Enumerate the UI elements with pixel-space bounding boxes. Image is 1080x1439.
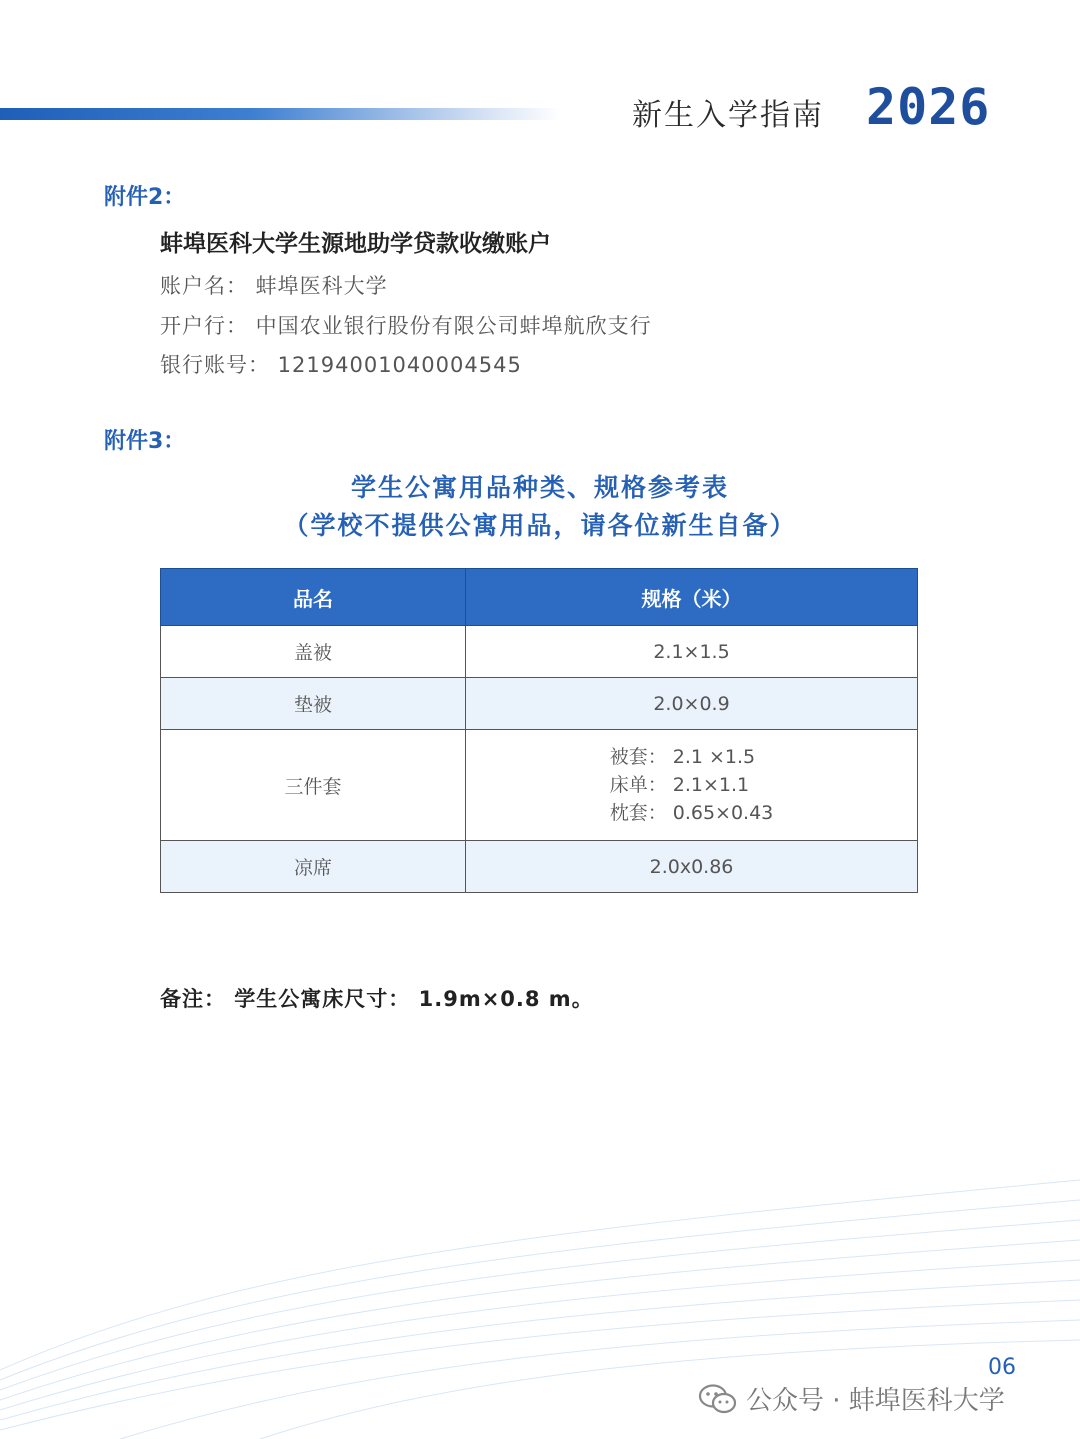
account-name-line: 账户名： 蚌埠医科大学 bbox=[160, 274, 388, 298]
table-row bbox=[161, 841, 918, 893]
spec-line: 床单： 2.1×1.1 bbox=[609, 774, 750, 796]
loan-account-heading: 蚌埠医科大学生源地助学贷款收缴账户 bbox=[160, 231, 551, 257]
bank-branch-line: 开户行： 中国农业银行股份有限公司蚌埠航欣支行 bbox=[160, 314, 652, 338]
item-name-cell: 凉席 bbox=[161, 841, 466, 893]
item-spec-cell: 2.0×0.9 bbox=[466, 678, 918, 730]
wechat-watermark bbox=[698, 1380, 1005, 1417]
bank-account-number-line: 银行账号： 12194001040004545 bbox=[160, 353, 522, 377]
wechat-icon bbox=[698, 1383, 738, 1415]
table-title: 学生公寓用品种类、规格参考表 bbox=[350, 473, 729, 502]
page-header-title: 新生入学指南 bbox=[632, 98, 824, 133]
table-row bbox=[161, 730, 918, 841]
spec-line: 被套： 2.1 ×1.5 bbox=[609, 746, 756, 768]
table-row bbox=[161, 678, 918, 730]
header-item-name: 品名 bbox=[161, 569, 466, 626]
spec-line: 枕套： 0.65×0.43 bbox=[609, 802, 774, 824]
attachment-2-label: 附件2： bbox=[104, 185, 186, 210]
table-row bbox=[161, 626, 918, 678]
supplies-spec-table bbox=[160, 568, 918, 893]
spec-multiline bbox=[610, 743, 774, 827]
page-number: 06 bbox=[988, 1355, 1016, 1380]
watermark-text: 公众号 · 蚌埠医科大学 bbox=[746, 1386, 1005, 1416]
item-spec-cell: 2.0x0.86 bbox=[466, 841, 918, 893]
page-header-year: 2026 bbox=[866, 78, 991, 136]
header-gradient-bar bbox=[0, 108, 560, 120]
table-header-row bbox=[161, 569, 918, 626]
item-spec-cell: 2.1×1.5 bbox=[466, 626, 918, 678]
table-subtitle: （学校不提供公寓用品，请各位新生自备） bbox=[283, 511, 797, 540]
header-spec: 规格（米） bbox=[466, 569, 918, 626]
attachment-3-label: 附件3： bbox=[104, 429, 186, 454]
item-name-cell: 垫被 bbox=[161, 678, 466, 730]
item-name-cell: 三件套 bbox=[161, 730, 466, 841]
bed-size-note: 备注： 学生公寓床尺寸： 1.9m×0.8 m。 bbox=[160, 987, 594, 1011]
item-spec-cell bbox=[466, 730, 918, 841]
item-name-cell: 盖被 bbox=[161, 626, 466, 678]
